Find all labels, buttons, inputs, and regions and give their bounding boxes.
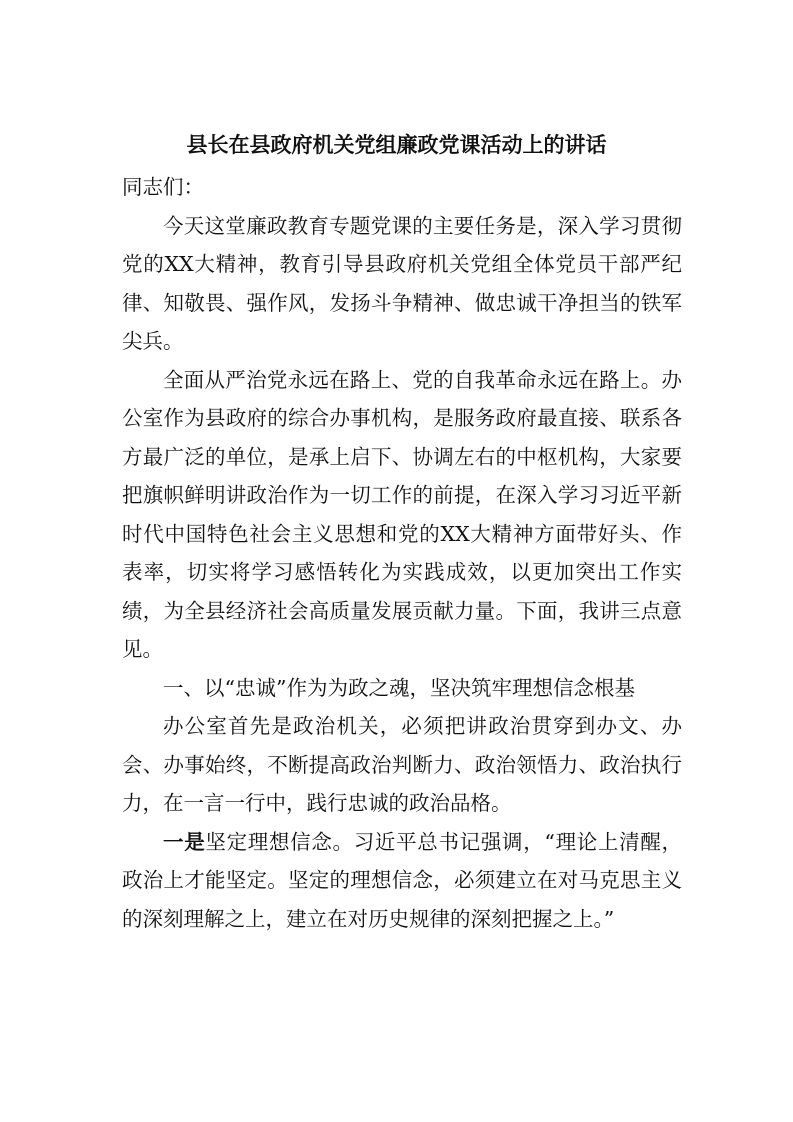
salutation: 同志们： — [122, 175, 204, 199]
paragraph-overview: 全面从严治党永远在路上、党的自我革命永远在路上。办公室作为县政府的综合办事机构，是服务政府最直接、联系各方最广泛的单位，是承上启下、协调左右的中枢机构，大家要把旗帜鲜明讲政治作为一切工作的前提，在深入学习习近平新时代中国特色社会主义思想和党的XX大精神方面带好头、作表率，切实将学习感悟转化为实践成效，以更加突出工作实绩，为全县经济社会高质量发展贡献力量。下面，我讲三点意见。 — [122, 367, 682, 661]
point-one-lead: 一是 — [163, 829, 206, 854]
document-title: 县长在县政府机关党组廉政党课活动上的讲话 — [186, 133, 607, 157]
paragraph-intro: 今天这堂廉政教育专题党课的主要任务是，深入学习贯彻党的XX大精神，教育引导县政府机关党组全体党员干部严纪律、知敬畏、强作风，发扬斗争精神、做忠诚干净担当的铁军尖兵。 — [122, 213, 682, 353]
document-body — [122, 168, 682, 938]
point-one-text: 坚定理想信念。习近平总书记强调，“理论上清醒，政治上才能坚定。坚定的理想信念，必须建立在对马克思主义的深刻理解之上，建立在对历史规律的深刻把握之上。” — [122, 829, 683, 931]
point-one-paragraph — [122, 823, 682, 939]
section-paragraph: 办公室首先是政治机关，必须把讲政治贯穿到办文、办会、办事始终，不断提高政治判断力、政治领悟力、政治执行力，在一言一行中，践行忠诚的政治品格。 — [122, 714, 682, 815]
section-heading: 一、以“忠诚”作为为政之魂，坚决筑牢理想信念根基 — [163, 675, 635, 700]
